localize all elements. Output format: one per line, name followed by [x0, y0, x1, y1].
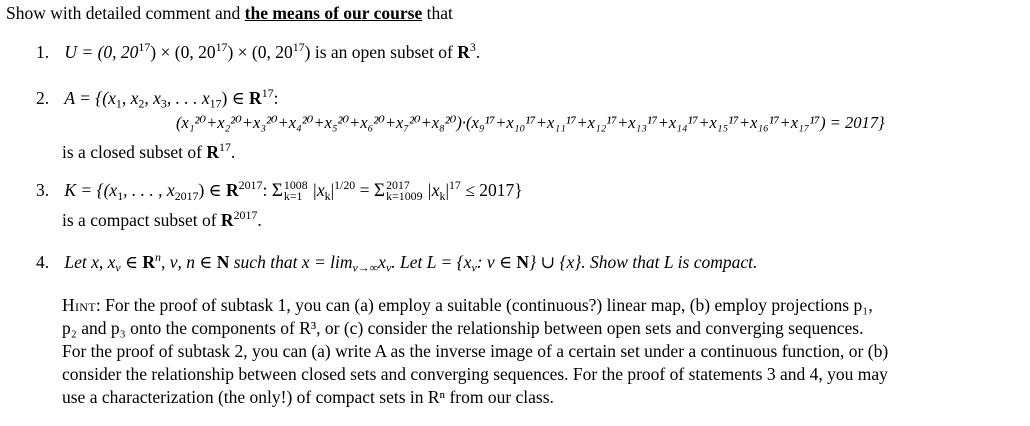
task-3-sum2-upper: 2017: [386, 178, 410, 192]
task-1-exp2: 17: [215, 39, 228, 54]
task-1-text-b: ) × (0, 20: [150, 42, 216, 62]
task-1-text-c: ) × (0, 20: [227, 42, 293, 62]
task-3-set-exp: 2017: [238, 178, 263, 193]
task-2-line2: (x₁²⁰+x₂²⁰+x₃²⁰+x₄²⁰+x₅²⁰+x₆²⁰+x₇²⁰+x₈²⁰)·(x₉¹⁷+x₁₀¹⁷+x₁₁¹⁷+x₁₂¹⁷+x₁₃¹⁷+x₁₄¹⁷+x₁₅¹⁷+x₁₆¹⁷+x₁₇¹⁷) = 2017}: [176, 113, 885, 132]
task-3-tail: ≤ 2017}: [460, 180, 523, 201]
task-3-line2-set: R: [220, 210, 234, 230]
task-2-line3-end: .: [230, 142, 236, 162]
task-1-exp3: 17: [292, 39, 305, 54]
task-4-set1: R: [142, 252, 156, 272]
task-4-text-h: } ∪ {x}. Show that L is compact.: [529, 252, 758, 272]
hint-line-4: [62, 364, 888, 384]
task-2-line1-a: A = {(x: [64, 88, 116, 108]
hint-label: Hint: [62, 295, 96, 315]
task-4-text-f: . Let L = {x: [391, 252, 472, 272]
task-1: [36, 39, 481, 62]
task-4-set1-exp: n: [155, 249, 161, 264]
task-2-line1-b: , x: [121, 88, 139, 108]
task-4-text-c: , ν, n ∈: [161, 252, 217, 272]
hint-text-2: p₂ and p₃ onto the components of R³, or (c) consider the relationship between open sets and converging sequences.: [62, 318, 864, 338]
task-3-line2-exp: 2017: [233, 207, 258, 222]
task-3-colon: :: [262, 180, 272, 201]
task-3-term2: |x: [426, 180, 440, 201]
task-2-conclusion: [62, 139, 236, 162]
task-3: 3. $K = \{(x_1$, . . . , $x_{2017}$) ∈ $R^{2017}$: Σ 1008 k=1 $|x_k|^{1/20}$ = Σ 2017 k=1009 $|x_k|^{17} \le 2017$}: [36, 178, 523, 204]
task-3-text-c: ) ∈: [198, 180, 227, 201]
task-4-text: Let x, x: [64, 252, 116, 272]
hint-text-3: For the proof of subtask 2, you can (a) write A as the inverse image of a certain set under a continuous function, or (b): [62, 341, 889, 361]
task-2-line1-d: , . . . x: [166, 88, 210, 108]
task-3-sum1-upper: 1008: [283, 178, 308, 192]
task-3-conclusion: [62, 207, 262, 230]
hint-text-5: use a characterization (the only!) of compact sets in Rⁿ from our class.: [62, 387, 554, 407]
task-1-end: .: [475, 42, 481, 62]
task-4-lim-sub: ν→∞: [352, 260, 379, 275]
task-3-line2-a: is a compact subset of: [62, 210, 221, 230]
task-4-text-b: ∈: [120, 252, 143, 272]
task-2-line1-end: :: [273, 88, 279, 108]
task-2-set: R: [249, 88, 262, 108]
intro-suffix: that: [422, 3, 453, 23]
task-2: 2. $A = \{(x_1$, $x_2$, $x_3$, . . . $x_{17}$) ∈ $R^{17}$:: [36, 85, 279, 111]
task-2-number: 2.: [36, 88, 50, 108]
task-1-set-exp: 3: [469, 39, 476, 54]
task-1-set: R: [457, 42, 470, 62]
task-3-text-b: , . . . , x: [123, 180, 175, 201]
task-3-term1: |x: [312, 180, 325, 201]
task-2-line3-set: R: [206, 142, 219, 162]
task-1-text-a: U = (0, 20: [64, 42, 139, 62]
task-3-term1-exp: 1/20: [334, 178, 356, 193]
task-4-text-g: : ν ∈: [476, 252, 517, 272]
task-3-line2-end: .: [257, 210, 262, 230]
hint-line-2: [62, 318, 864, 338]
hint-line-5: [62, 387, 554, 407]
intro-line: [6, 3, 453, 23]
intro-emphasis: the means of our course: [244, 3, 423, 23]
task-3-set: R: [226, 180, 239, 201]
task-4-text-d: such that x = lim: [229, 252, 353, 272]
task-1-text-d: ) is an open subset of: [304, 42, 458, 62]
task-2-line3-a: is a closed subset of: [62, 142, 207, 162]
task-3-text-a: K = {(x: [64, 180, 118, 201]
task-4: 4. Let x, $x_\nu$ ∈ $R^n$, ν, n ∈ N such that $x = \lim_{\nu\to\infty}x_\nu$. Let $L = \{x_\nu$: ν ∈ N} ∪ {x}. Show that L is compact.: [36, 249, 758, 275]
task-2-line1-c: , x: [144, 88, 161, 108]
task-2-line3-exp: 17: [219, 139, 231, 154]
task-3-number: 3.: [36, 180, 50, 201]
task-4-set2: N: [216, 252, 230, 272]
sum-symbol-2: Σ 2017 k=1009: [373, 178, 423, 204]
task-4-number: 4.: [36, 252, 50, 272]
task-3-sum2-lower: k=1009: [386, 189, 423, 204]
intro-prefix: Show with detailed comment and: [6, 3, 245, 23]
sum-symbol-1: Σ 1008 k=1: [271, 178, 308, 204]
task-1-number: 1.: [36, 42, 50, 62]
task-1-exp1: 17: [138, 39, 151, 54]
hint-text-1: : For the proof of subtask 1, you can (a) employ a suitable (continuous?) linear map, (b) employ projections p₁,: [95, 295, 873, 315]
task-3-sum1-lower: k=1: [283, 189, 303, 204]
hint-text-4: consider the relationship between closed sets and converging sequences. For the proof of statements 3 and 4, you may: [62, 364, 888, 384]
task-4-text-e: x: [378, 252, 386, 272]
task-2-equation: [176, 114, 885, 133]
task-2-set-exp: 17: [261, 85, 274, 100]
task-3-eq: =: [355, 180, 374, 201]
task-3-term2-exp: 17: [448, 178, 461, 193]
hint-line-3: [62, 341, 888, 361]
task-2-line1-e: ) ∈: [221, 88, 250, 108]
hint-line-1: [62, 295, 873, 315]
task-4-set3: N: [516, 252, 530, 272]
